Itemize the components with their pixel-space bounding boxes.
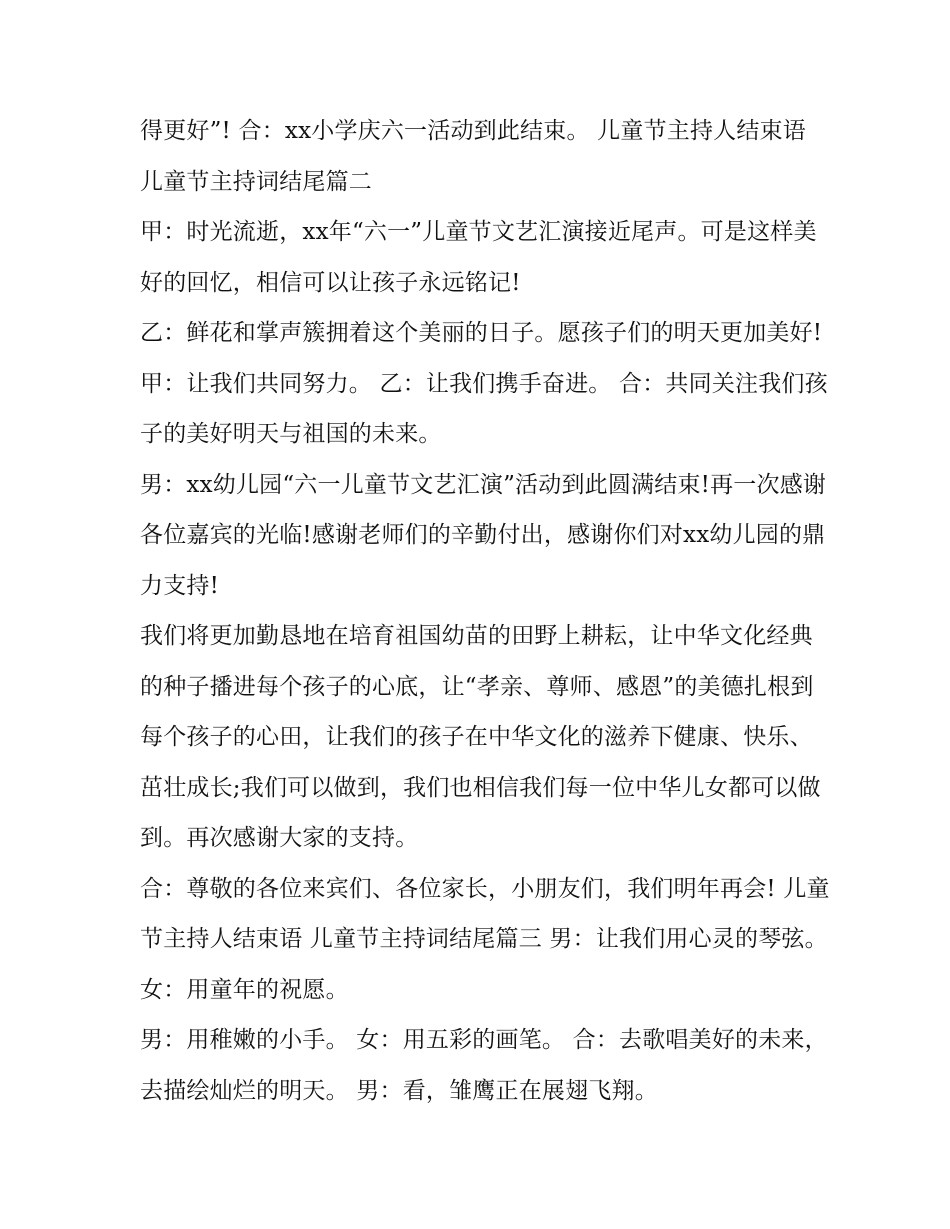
document-body xyxy=(140,106,830,1116)
paragraph-6: 合：尊敬的各位来宾们、各位家长，小朋友们，我们明年再会! 儿童节主持人结束语 儿童节主持词结尾篇三 男：让我们用心灵的琴弦。 女：用童年的祝愿。 xyxy=(140,875,830,1003)
paragraph-3: 乙：鲜花和掌声簇拥着这个美丽的日子。愿孩子们的明天更加美好! 甲：让我们共同努力。 乙：让我们携手奋进。 合：共同关注我们孩子的美好明天与祖国的未来。 xyxy=(140,320,828,447)
paragraph-1: 得更好”! 合：xx小学庆六一活动到此结束。 儿童节主持人结束语 儿童节主持词结尾篇二 xyxy=(140,118,806,195)
paragraph-7: 男：用稚嫩的小手。 女：用五彩的画笔。 合：去歌唱美好的未来，去描绘灿烂的明天。 男：看，雏鹰正在展翅飞翔。 xyxy=(140,1027,828,1104)
paragraph-2: 甲：时光流逝，xx年“六一”儿童节文艺汇演接近尾声。可是这样美好的回忆，相信可以让孩子永远铭记! xyxy=(140,219,817,296)
paragraph-4: 男：xx幼儿园“六一儿童节文艺汇演”活动到此圆满结束!再一次感谢各位嘉宾的光临!感谢老师们的辛勤付出，感谢你们对xx幼儿园的鼎力支持! xyxy=(140,471,827,599)
paragraph-5: 我们将更加勤恳地在培育祖国幼苗的田野上耕耘，让中华文化经典的种子播进每个孩子的心底，让“孝亲、尊师、感恩”的美德扎根到每个孩子的心田，让我们的孩子在中华文化的滋养下健康、快乐、茁壮成长;我们可以做到，我们也相信我们每一位中华儿女都可以做到。再次感谢大家的支持。 xyxy=(140,623,821,851)
